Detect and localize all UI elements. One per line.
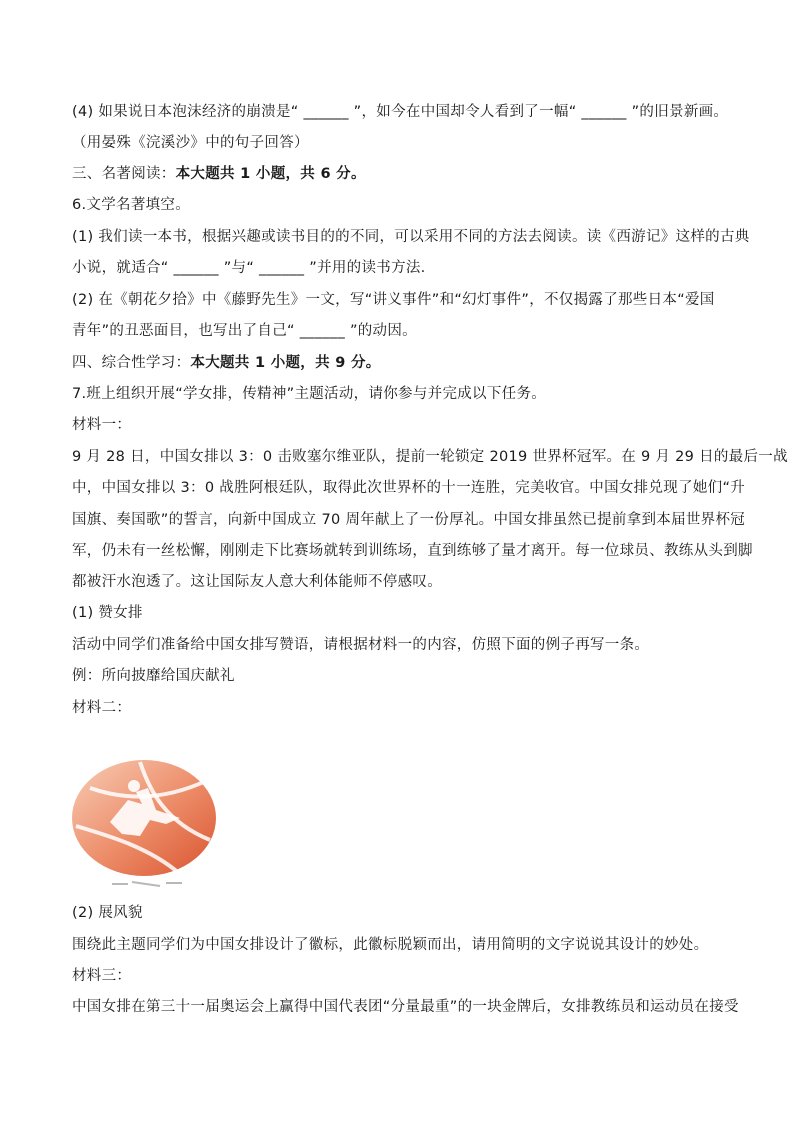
q5-4-line1: (4) 如果说日本泡沫经济的崩溃是“ ______ ”，如今在中国却令人看到了一幅“ ______ ”的旧景新画。	[72, 104, 729, 120]
material-1-line4: 军，仍未有一丝松懈，刚刚走下比赛场就转到训练场，直到练够了量才离开。每一位球员、教练从头到脚	[72, 543, 753, 559]
logo-athlete-head	[128, 780, 140, 792]
q6-p1-line2: 小说，就适合“ ______ ”与“ ______ ”并用的读书方法.	[72, 260, 426, 276]
q6-p2-line2: 青年”的丑恶面目，也写出了自己“ ______ ”的动因。	[72, 323, 417, 339]
section-4-prefix: 四、综合性学习：	[72, 355, 191, 371]
material-3-line1: 中国女排在第三十一届奥运会上赢得中国代表团“分量最重”的一块金牌后，女排教练员和运动员在接受	[72, 999, 739, 1015]
section-4-heading	[72, 353, 732, 373]
section-4-bold: 本大题共 1 小题，共 9 分。	[190, 355, 381, 371]
q5-4-line2: （用晏殊《浣溪沙》中的句子回答）	[72, 135, 309, 151]
material-3-label: 材料三：	[72, 968, 132, 984]
q6-title: 6.文学名著填空。	[72, 197, 191, 213]
q7-title: 7.班上组织开展“学女排，传精神”主题活动，请你参与并完成以下任务。	[72, 386, 547, 402]
section-3-prefix: 三、名著阅读：	[72, 166, 176, 182]
volleyball-logo-image	[70, 752, 222, 892]
sub1-text: 活动中同学们准备给中国女排写赞语，请根据材料一的内容，仿照下面的例子再写一条。	[72, 637, 650, 653]
sub2-title: (2) 展风貌	[72, 905, 143, 921]
section-3-bold: 本大题共 1 小题，共 6 分。	[175, 166, 366, 182]
material-1-line2: 中，中国女排以 3：0 战胜阿根廷队，取得此次世界杯的十一连胜，完美收官。中国女排兑现了她们“升	[72, 480, 746, 496]
logo-caption-mark	[112, 882, 182, 886]
section-3-heading	[72, 164, 732, 184]
sub1-title: (1) 赞女排	[72, 605, 143, 621]
material-1-line1: 9 月 28 日，中国女排以 3：0 击败塞尔维亚队，提前一轮锁定 2019 世界杯冠军。在 9 月 29 日的最后一战	[72, 449, 788, 465]
q6-p2-line1: (2) 在《朝花夕拾》中《藤野先生》一文，写“讲义事件”和“幻灯事件”，不仅揭露了那些日本“爱国	[72, 292, 715, 308]
q6-p1-line1: (1) 我们读一本书，根据兴趣或读书目的的不同，可以采用不同的方法去阅读。读《西游记》这样的古典	[72, 229, 750, 245]
material-1-line3: 国旗、奏国歌”的誓言，向新中国成立 70 周年献上了一份厚礼。中国女排虽然已提前拿到本届世界杯冠	[72, 512, 746, 528]
material-1-line5: 都被汗水泡透了。这让国际友人意大利体能师不停感叹。	[72, 574, 442, 590]
material-2-label: 材料二：	[72, 700, 132, 716]
material-1-label: 材料一：	[72, 417, 132, 433]
sub2-text: 围绕此主题同学们为中国女排设计了徽标，此徽标脱颖而出，请用简明的文字说说其设计的妙处。	[72, 937, 709, 953]
sub1-example: 例：所向披靡给国庆献礼	[72, 668, 235, 684]
